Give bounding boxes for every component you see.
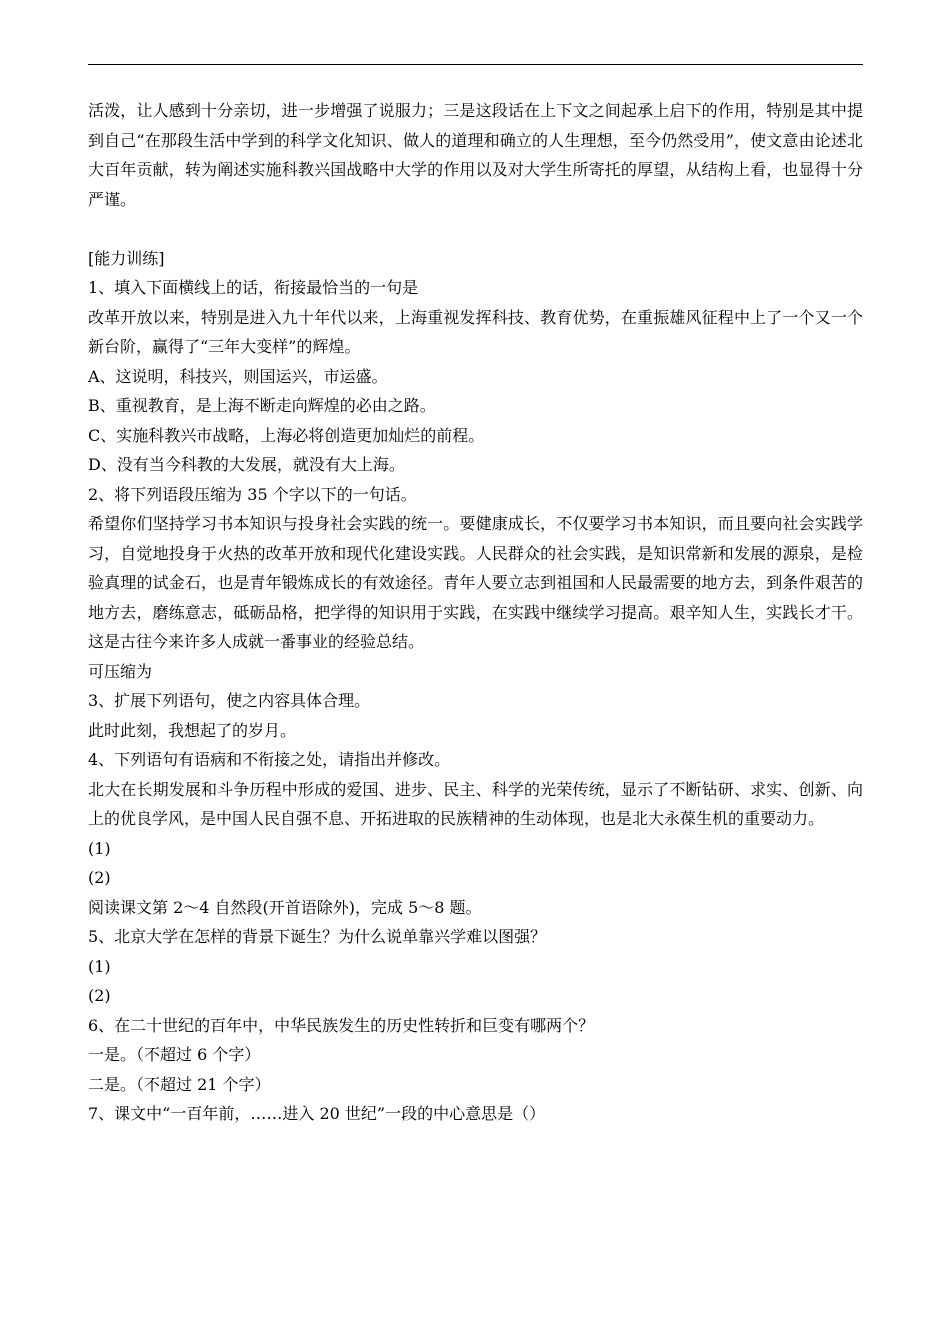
question-1-option-b: B、重视教育，是上海不断走向辉煌的必由之路。 bbox=[88, 396, 436, 415]
question-2-answer-prompt: 可压缩为 bbox=[88, 661, 153, 681]
question-1-option-d: D、没有当今科教的大发展，就没有大上海。 bbox=[88, 455, 405, 474]
reading-instruction: 阅读课文第 2～4 自然段(开首语除外)，完成 5～8 题。 bbox=[88, 897, 482, 917]
question-1-option-c: C、实施科教兴市战略，上海必将创造更加灿烂的前程。 bbox=[88, 425, 485, 445]
intro-paragraph: 活泼，让人感到十分亲切，进一步增强了说服力；三是这段话在上下文之间起承上启下的作用，特别是其中提到自己“在那段生活中学到的科学文化知识、做人的道理和确立的人生理想，至今仍然受用”，使文意由论述北大百年贡献，转为阐述实施科教兴国战略中大学的作用以及对大学生所寄托的厚望，从结构上看，也显得十分严谨。 bbox=[88, 101, 863, 209]
question-1-stem: 1、填入下面横线上的话，衔接最恰当的一句是 bbox=[88, 278, 419, 297]
question-3-sentence: 此时此刻，我想起了的岁月。 bbox=[88, 720, 297, 740]
question-5-blank-2: (2) bbox=[88, 986, 111, 1005]
question-2-passage: 希望你们坚持学习书本知识与投身社会实践的统一。要健康成长，不仅要学习书本知识，而且要向社会实践学习，自觉地投身于火热的改革开放和现代化建设实践。人民群众的社会实践，是知识常新和发展的源泉，是检验真理的试金石，也是青年锻炼成长的有效途径。青年人要立志到祖国和人民最需要的地方去，到条件艰苦的地方去，磨练意志，砥砺品格，把学得的知识用于实践，在实践中继续学习提高。艰辛知人生，实践长才干。这是古往今来许多人成就一番事业的经验总结。 bbox=[88, 514, 863, 651]
question-3-stem: 3、扩展下列语句，使之内容具体合理。 bbox=[88, 691, 371, 710]
blank-line bbox=[88, 214, 863, 244]
question-2-stem: 2、将下列语段压缩为 35 个字以下的一句话。 bbox=[88, 484, 417, 504]
question-6-stem: 6、在二十世纪的百年中，中华民族发生的历史性转折和巨变有哪两个？ bbox=[88, 1015, 595, 1035]
question-6-answer-2: 二是。（不超过 21 个字） bbox=[88, 1074, 271, 1094]
question-6-answer-1: 一是。（不超过 6 个字） bbox=[88, 1045, 261, 1064]
question-1-passage: 改革开放以来，特别是进入九十年代以来，上海重视发挥科技、教育优势，在重振雄风征程中上了一个又一个新台阶，赢得了“三年大变样”的辉煌。 bbox=[88, 307, 863, 356]
question-7-stem: 7、课文中“一百年前，……进入 20 世纪”一段的中心意思是（） bbox=[88, 1104, 546, 1123]
question-5-stem: 5、北京大学在怎样的背景下诞生？为什么说单靠兴学难以图强？ bbox=[88, 927, 547, 946]
section-heading: [能力训练] bbox=[88, 248, 165, 268]
question-4-blank-2: (2) bbox=[88, 868, 111, 887]
question-4-stem: 4、下列语句有语病和不衔接之处，请指出并修改。 bbox=[88, 750, 451, 769]
question-1-option-a: A、这说明，科技兴，则国运兴，市运盛。 bbox=[88, 366, 388, 386]
question-4-blank-1: (1) bbox=[88, 838, 111, 858]
document-body bbox=[88, 96, 863, 1129]
question-5-blank-1: (1) bbox=[88, 956, 111, 976]
header-rule bbox=[88, 64, 863, 65]
question-4-passage: 北大在长期发展和斗争历程中形成的爱国、进步、民主、科学的光荣传统，显示了不断钻研、求实、创新、向上的优良学风，是中国人民自强不息、开拓进取的民族精神的生动体现，也是北大永葆生机的重要动力。 bbox=[88, 779, 863, 828]
